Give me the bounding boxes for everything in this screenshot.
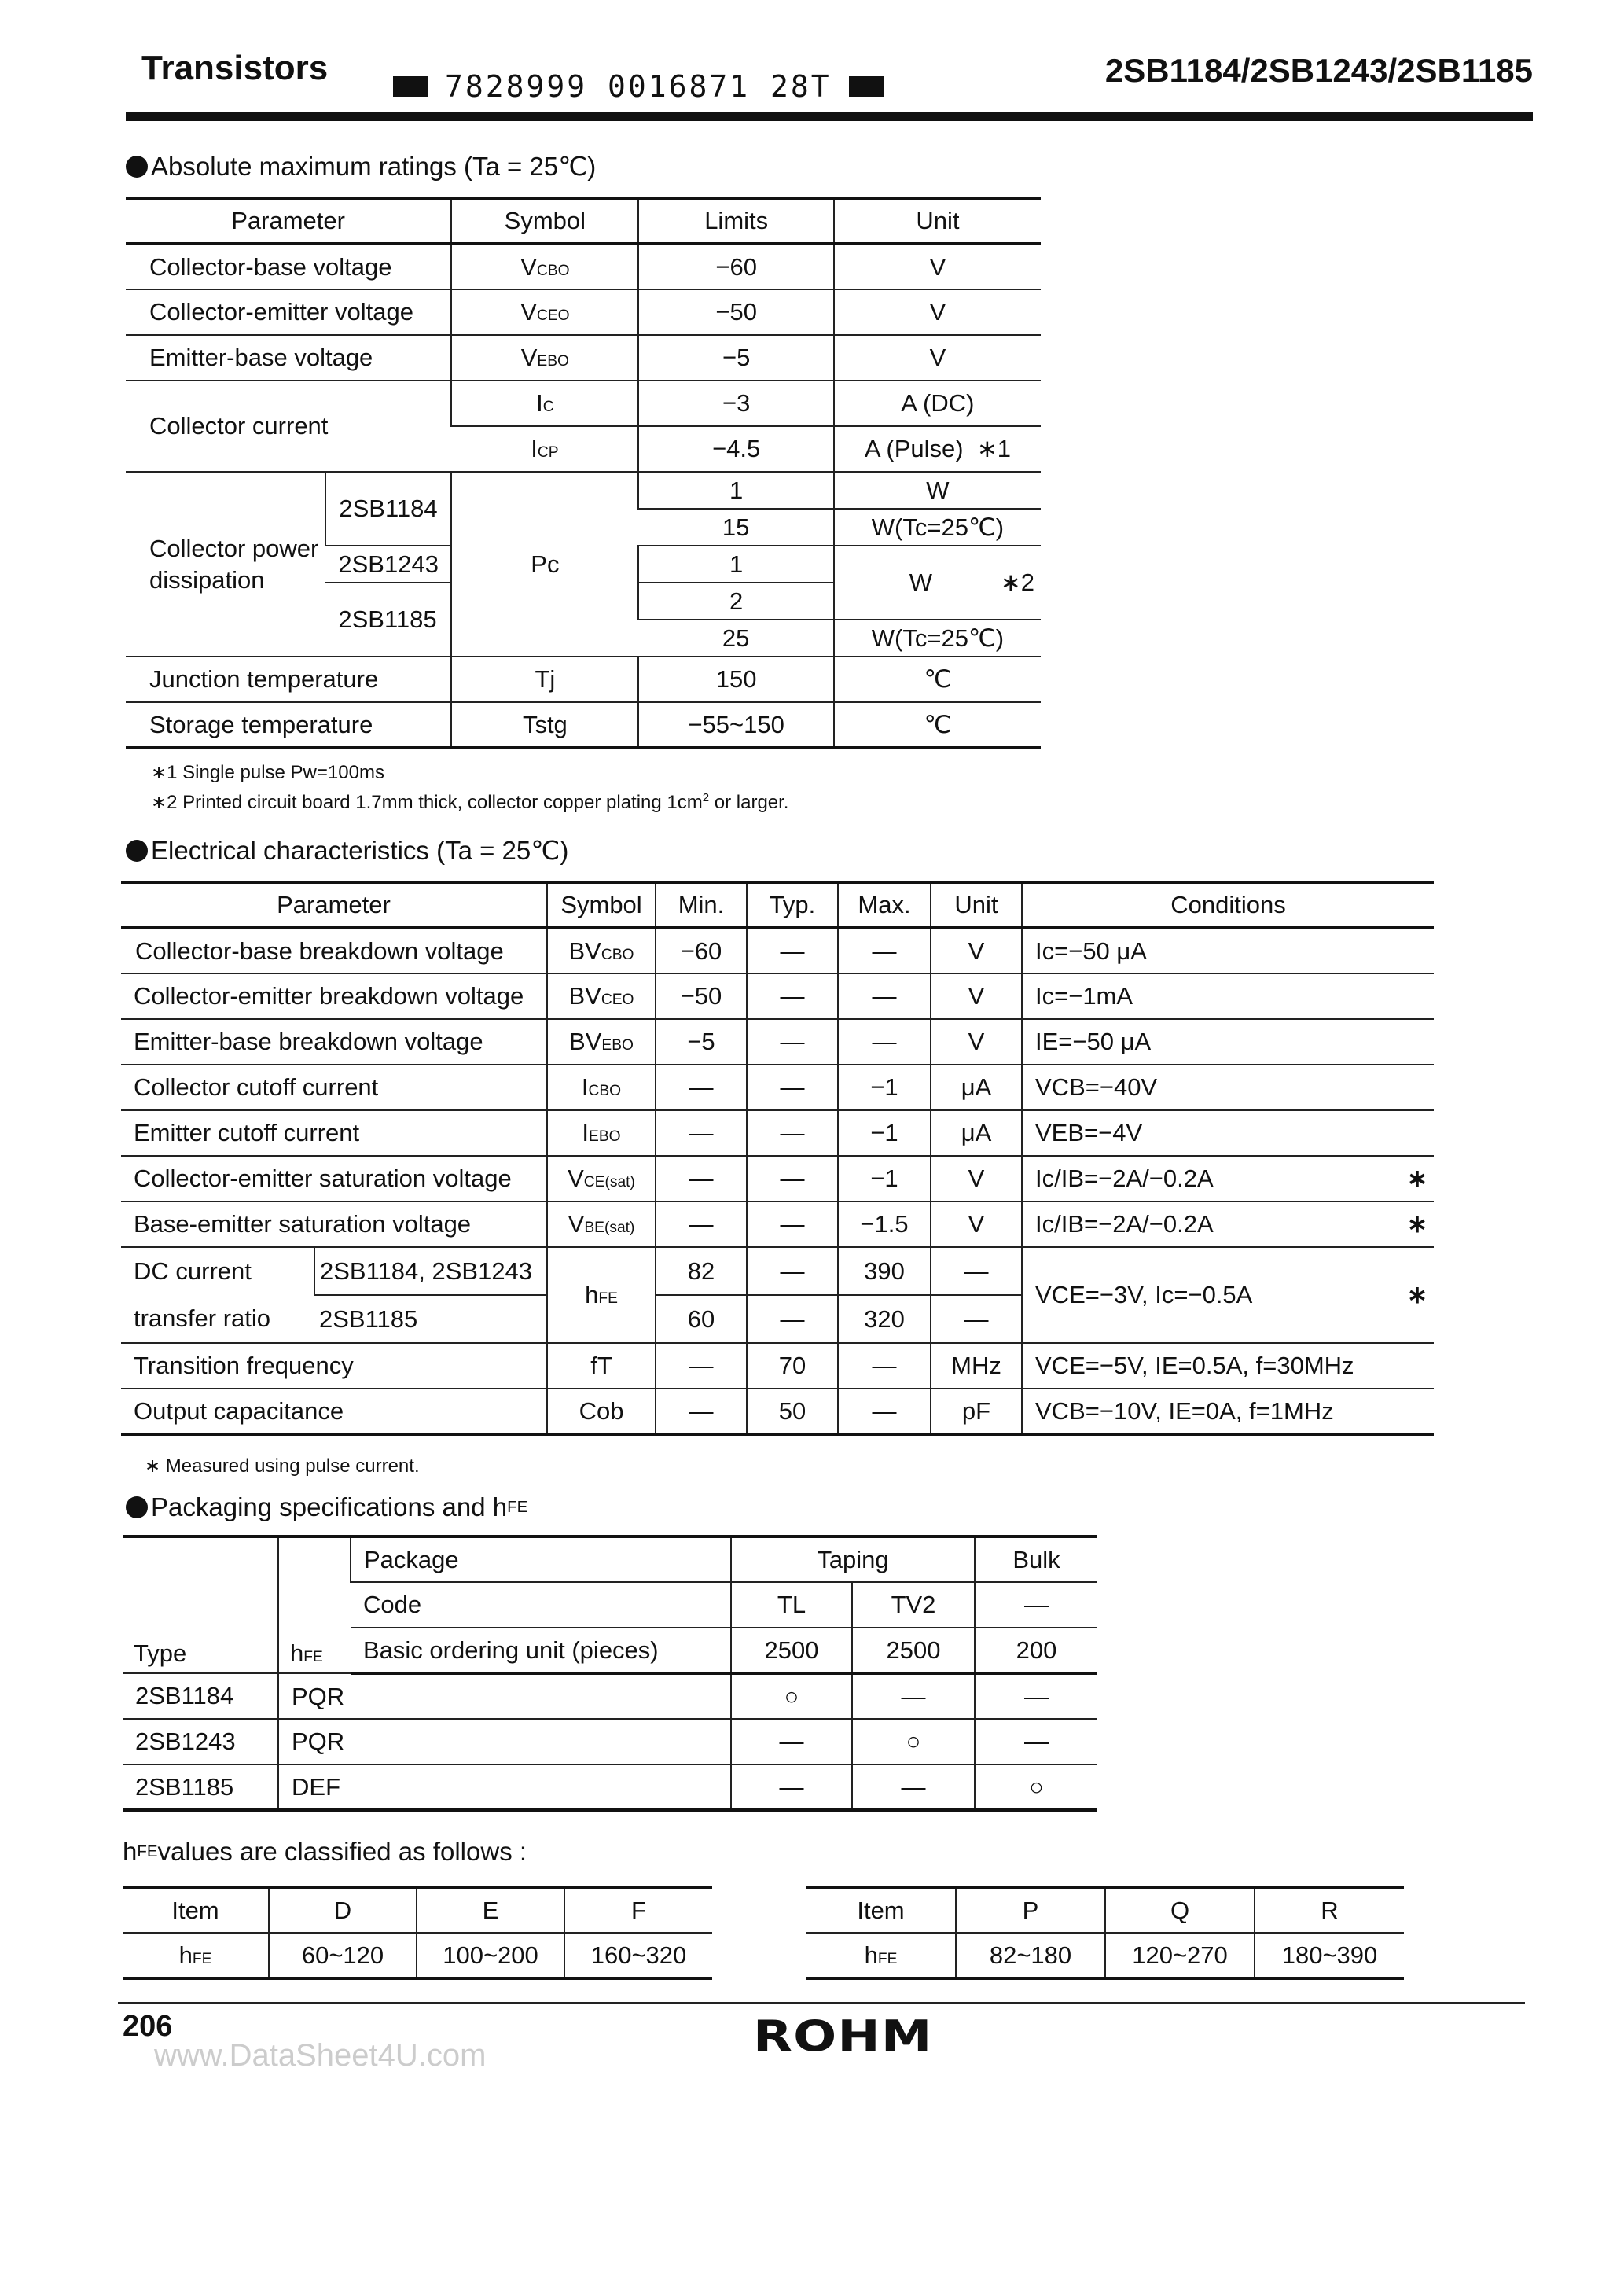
- rohm-logo: ROHM: [753, 2011, 933, 2061]
- table-row: Collector current IC −3 A (DC): [126, 381, 1041, 426]
- black-block-mark: [393, 76, 428, 97]
- bullet-icon: [126, 840, 148, 862]
- footer-rule: [118, 2002, 1525, 2004]
- circle-mark: ○: [852, 1719, 975, 1764]
- table-row: 2SB1184 PQR ○ — —: [123, 1673, 1097, 1719]
- table-row: Collector-base voltage VCBO −60 V: [126, 244, 1041, 289]
- table-row: Collector-emitter voltage VCEO −50 V: [126, 289, 1041, 335]
- page-number: 206: [123, 2010, 173, 2043]
- table-row: Collector-emitter saturation voltage VCE(sat) — — −1 V Ic/IB=−2A/−0.2A ∗: [121, 1156, 1434, 1201]
- hfe-class-table-right: Item P Q R hFE 82~180 120~270 180~390: [806, 1886, 1404, 1980]
- bullet-icon: [126, 156, 148, 178]
- bullet-icon: [126, 1496, 148, 1518]
- footnote-1: ∗1 Single pulse Pw=100ms: [151, 762, 384, 783]
- watermark-link[interactable]: www.DataSheet4U.com: [154, 2038, 487, 2073]
- table-row: Junction temperature Tj 150 ℃: [126, 657, 1041, 702]
- table-row: Output capacitance Cob — 50 — pF VCB=−10V, IE=0A, f=1MHz: [121, 1389, 1434, 1434]
- header-category: Transistors: [141, 49, 329, 87]
- header-part-numbers: 2SB1184/2SB1243/2SB1185: [1104, 52, 1533, 89]
- elec-footnote: ∗ Measured using pulse current.: [145, 1455, 420, 1477]
- header-lot-code: [393, 69, 884, 104]
- elec-char-table: Parameter Symbol Min. Typ. Max. Unit Conditions Collector-base breakdown voltage BVCBO −60 — — V Ic=−50 μA Collector-emitter breakdown voltage BVCEO −50 — — V Ic=−1mA Emitter-base breakdown voltage BVEBO −5 — — V IE=−50 μA Collector cutoff current ICBO — — −1 μA VCB=−40V Emitter cutoff current IEBO — — −1 μA VEB=−4V Collector-emitter saturation voltage VCE(sat) — — −1 V Ic/IB=−2A/−0.2A ∗ Base-emitter saturation voltage VBE(sat) — — −1.5 V Ic/IB=−2A/−0.2A ∗ DC current transfer ratio 2SB1184, 2SB1243 hFE 82 — 390 — VCE=−3V, Ic=−0.5A ∗ 2SB1185 60 — 320 — Transition frequency fT — 70 — MHz VCE=−5V, IE=0.5A, f=30MHz Output capacitance Cob — 50 — pF VCB=−10V, IE=0A, f=1MHz: [121, 881, 1434, 1436]
- table-row: Collector power dissipation 2SB1184 Pc 1 W: [126, 472, 1041, 509]
- hfe-class-table-left: Item D E F hFE 60~120 100~200 160~320: [123, 1886, 712, 1980]
- abs-max-section-title: Absolute maximum ratings (Ta = 25℃): [126, 151, 596, 182]
- abs-max-table: Parameter Symbol Limits Unit Collector-base voltage VCBO −60 V Collector-emitter voltage VCEO −50 V Emitter-base voltage VEBO −5 V Collector current IC −3 A (DC) ICP −4.5 A (Pulse) ∗1 Collector power dissipation 2SB1184 Pc 1 W 15 W(Tc=25℃) 2SB1243 1 W ∗2 2SB1185 2 25 W(Tc=25℃) Junction temperature Tj 150 ℃ Storage temperature Tstg −55~150 ℃: [126, 197, 1041, 749]
- table-header-row: Parameter Symbol Min. Typ. Max. Unit Conditions: [121, 882, 1434, 928]
- lot-code-text: 7828999 0016871 28T: [445, 69, 832, 104]
- hfe-class-title: h FE values are classified as follows :: [123, 1837, 527, 1866]
- table-row: Collector-base breakdown voltage BVCBO −60 — — V Ic=−50 μA: [121, 928, 1434, 973]
- table-row: DC current transfer ratio 2SB1184, 2SB1243 hFE 82 — 390 — VCE=−3V, Ic=−0.5A ∗: [121, 1247, 1434, 1295]
- table-row: Base-emitter saturation voltage VBE(sat) — — −1.5 V Ic/IB=−2A/−0.2A ∗: [121, 1201, 1434, 1247]
- circle-mark: ○: [731, 1673, 852, 1719]
- table-row: Emitter-base voltage VEBO −5 V: [126, 335, 1041, 381]
- table-row: Collector cutoff current ICBO — — −1 μA VCB=−40V: [121, 1065, 1434, 1110]
- table-row: 2SB1243 PQR — ○ —: [123, 1719, 1097, 1764]
- table-row: Emitter cutoff current IEBO — — −1 μA VEB=−4V: [121, 1110, 1434, 1156]
- table-row: ICP −4.5 A (Pulse) ∗1: [126, 426, 1041, 472]
- table-row: Emitter-base breakdown voltage BVEBO −5 — — V IE=−50 μA: [121, 1019, 1434, 1065]
- table-row: Collector-emitter breakdown voltage BVCEO −50 — — V Ic=−1mA: [121, 973, 1434, 1019]
- black-block-mark: [849, 76, 884, 97]
- elec-section-title: Electrical characteristics (Ta = 25℃): [126, 835, 568, 866]
- circle-mark: ○: [975, 1764, 1097, 1810]
- packaging-table: Type hFE Package Taping Bulk Code TL TV2 — Basic ordering unit (pieces) 2500 2500 200 2SB1184 PQR ○ — — 2SB1243 PQR — ○ — 2SB1185 DEF — — ○: [123, 1535, 1097, 1812]
- table-header-row: Parameter Symbol Limits Unit: [126, 198, 1041, 244]
- table-row: Storage temperature Tstg −55~150 ℃: [126, 702, 1041, 748]
- packaging-section-title: Packaging specifications and h FE: [126, 1492, 527, 1522]
- table-row: 2SB1185 DEF — — ○: [123, 1764, 1097, 1810]
- header-rule: [126, 112, 1533, 121]
- footnote-2: ∗2 Printed circuit board 1.7mm thick, collector copper plating $1cm^2$ or larger.: [151, 791, 789, 813]
- table-row: Transition frequency fT — 70 — MHz VCE=−5V, IE=0.5A, f=30MHz: [121, 1343, 1434, 1389]
